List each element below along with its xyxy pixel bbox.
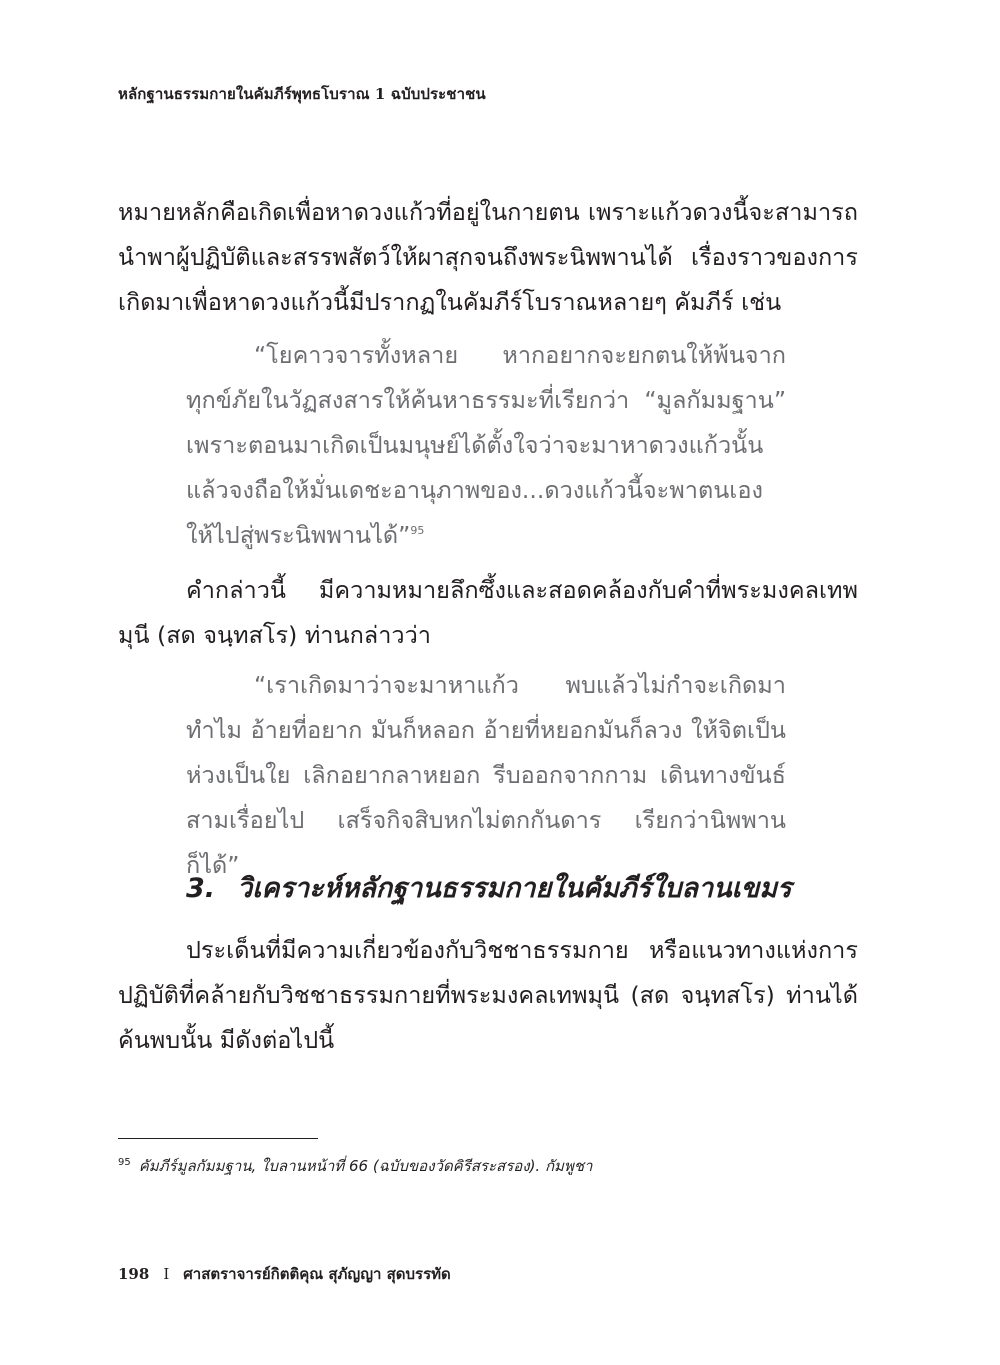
page-number: 198	[118, 1265, 150, 1283]
section-heading	[186, 866, 792, 911]
footnote	[118, 1154, 592, 1178]
body-paragraph-1: หมายหลักคือเกิดเพื่อหาดวงแก้วที่อยู่ในกายตน เพราะแก้วดวงนี้จะสามารถนำพาผู้ปฏิบัติและสรรพสัตว์ให้ผาสุกจนถึงพระนิพพานได้ เรื่องราวของการเกิดมาเพื่อหาดวงแก้วนี้มีปรากฏในคัมภีร์โบราณหลายๆ คัมภีร์ เช่น	[118, 198, 858, 316]
body-paragraph-2: คำกล่าวนี้ มีความหมายลึกซึ้งและสอดคล้องกับคำที่พระมงคลเทพมุนี (สด จนฺทสโร) ท่านกล่าวว่า	[118, 576, 858, 649]
footnote-divider	[118, 1138, 318, 1139]
page-footer	[118, 1262, 451, 1286]
footnote-reference[interactable]: 95	[410, 524, 425, 538]
section-number: 3.	[186, 873, 216, 904]
footnote-number: 95	[118, 1157, 131, 1168]
block-quote-2: “เราเกิดมาว่าจะมาหาแก้ว พบแล้วไม่กำจะเกิดมาทำไม อ้ายที่อยาก มันก็หลอก อ้ายที่หยอกมันก็ลวง ให้จิตเป็นห่วงเป็นใย เลิกอยากลาหยอก รีบออกจากกาม เดินทางขันธ์สามเรื่อยไป เสร็จกิจสิบหกไม่ตกกันดาร เรียกว่านิพพานก็ได้”	[186, 671, 786, 879]
footer-separator: I	[163, 1265, 170, 1283]
footnote-text: คัมภีร์มูลกัมมฐาน, ใบลานหน้าที่ 66 (ฉบับของวัดคิรีสระสรอง). กัมพูชา	[138, 1157, 593, 1175]
section-title: วิเคราะห์หลักฐานธรรมกายในคัมภีร์ใบลานเขมร	[237, 873, 792, 904]
block-quote-1	[186, 333, 786, 558]
footer-author: ศาสตราจารย์กิตติคุณ สุภัญญา สุดบรรทัด	[183, 1265, 451, 1283]
running-header: หลักฐานธรรมกายในคัมภีร์พุทธโบราณ 1 ฉบับประชาชน	[118, 85, 486, 103]
body-paragraph-3: ประเด็นที่มีความเกี่ยวข้องกับวิชชาธรรมกาย หรือแนวทางแห่งการปฏิบัติที่คล้ายกับวิชชาธรรมกายที่พระมงคลเทพมุนี (สด จนฺทสโร) ท่านได้ค้นพบนั้น มีดังต่อไปนี้	[118, 936, 858, 1054]
quote-1-text: “โยคาวจารทั้งหลาย หากอยากจะยกตนให้พ้นจากทุกข์ภัยในวัฏสงสารให้ค้นหาธรรมะที่เรียกว่า “มูลกัมมฐาน” เพราะตอนมาเกิดเป็นมนุษย์ได้ตั้งใจว่าจะมาหาดวงแก้วนั้นแล้วจงถือให้มั่นเดชะอานุภาพของ...ดวงแก้วนี้จะพาตนเองให้ไปสู่พระนิพพานได้”	[186, 341, 786, 549]
